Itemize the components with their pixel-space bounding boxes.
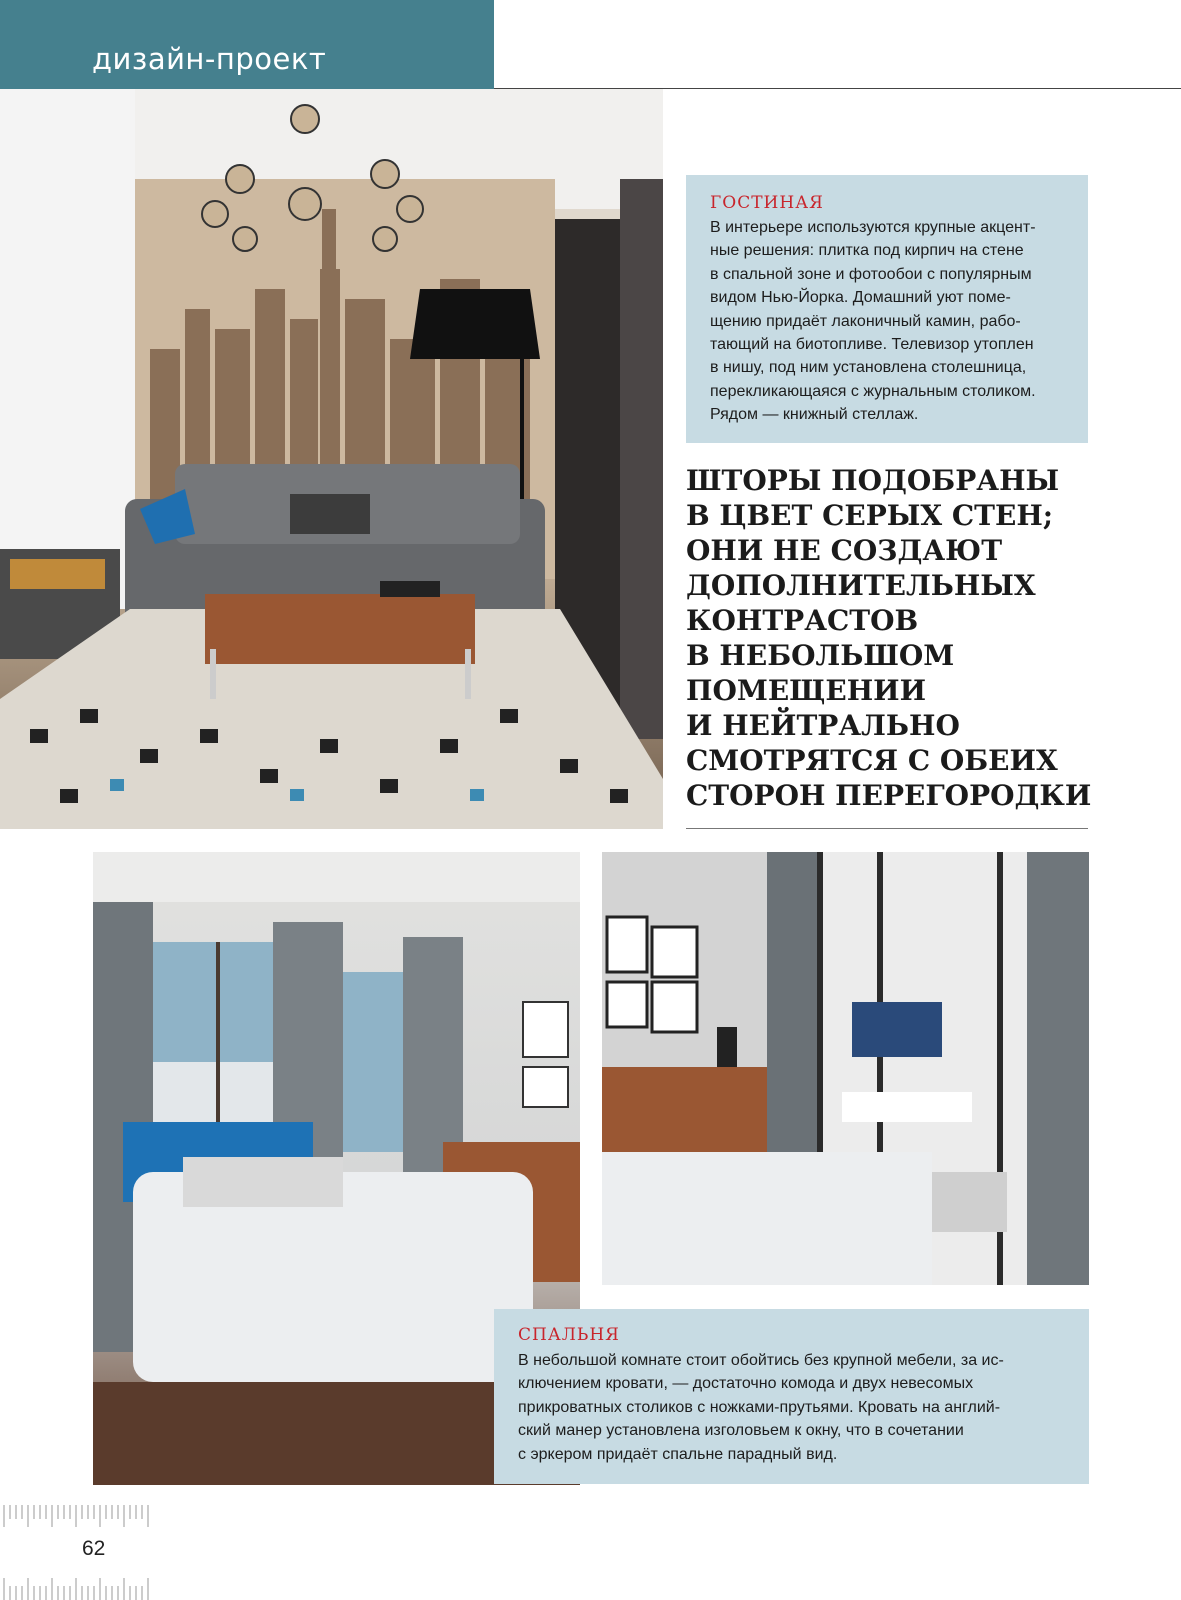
living-room-photo <box>0 89 663 829</box>
bedroom-caption-text: В небольшой комнате стоит обойтись без крупной мебели, за ис- ключением кровати, — достаточно комода и двух невесомых прикроватных столиков с ножками-прутьями. Кровать на англий- ский манер установлена изголовьем к окну, что в сочетании с эркером придаёт спальне парадный вид. <box>518 1352 1004 1463</box>
bedroom-caption <box>494 1309 1089 1484</box>
section-title: дизайн-проект <box>92 42 327 76</box>
ruler-decoration <box>0 1505 152 1600</box>
section-header-band <box>0 0 494 89</box>
page-number: 62 <box>82 1537 106 1560</box>
bedroom-caption-title: СПАЛЬНЯ <box>518 1325 620 1345</box>
pull-quote-divider <box>686 828 1088 829</box>
living-room-caption-title: ГОСТИНАЯ <box>710 193 824 213</box>
pull-quote: ШТОРЫ ПОДОБРАНЫ В ЦВЕТ СЕРЫХ СТЕН; ОНИ НЕ СОЗДАЮТ ДОПОЛНИТЕЛЬНЫХ КОНТРАСТОВ В НЕБОЛЬШОМ ПОМЕЩЕНИИ И НЕЙТРАЛЬНО СМОТРЯТСЯ С ОБЕИХ СТОРОН ПЕРЕГОРОДКИ <box>686 464 1092 812</box>
bedroom-view-photo <box>602 852 1089 1285</box>
living-room-caption-text: В интерьере используются крупные акцент- ные решения: плитка под кирпич на стене в спальной зоне и фотообои с популярным видом Нью-Йорка. Домашний уют поме- щению придаёт лаконичный камин, рабо- тающий на биотопливе. Телевизор утоплен в нишу, под ним установлена столешница, перекликающаяся с журнальным столиком. Рядом — книжный стеллаж. <box>710 219 1036 424</box>
living-room-caption <box>686 175 1088 443</box>
